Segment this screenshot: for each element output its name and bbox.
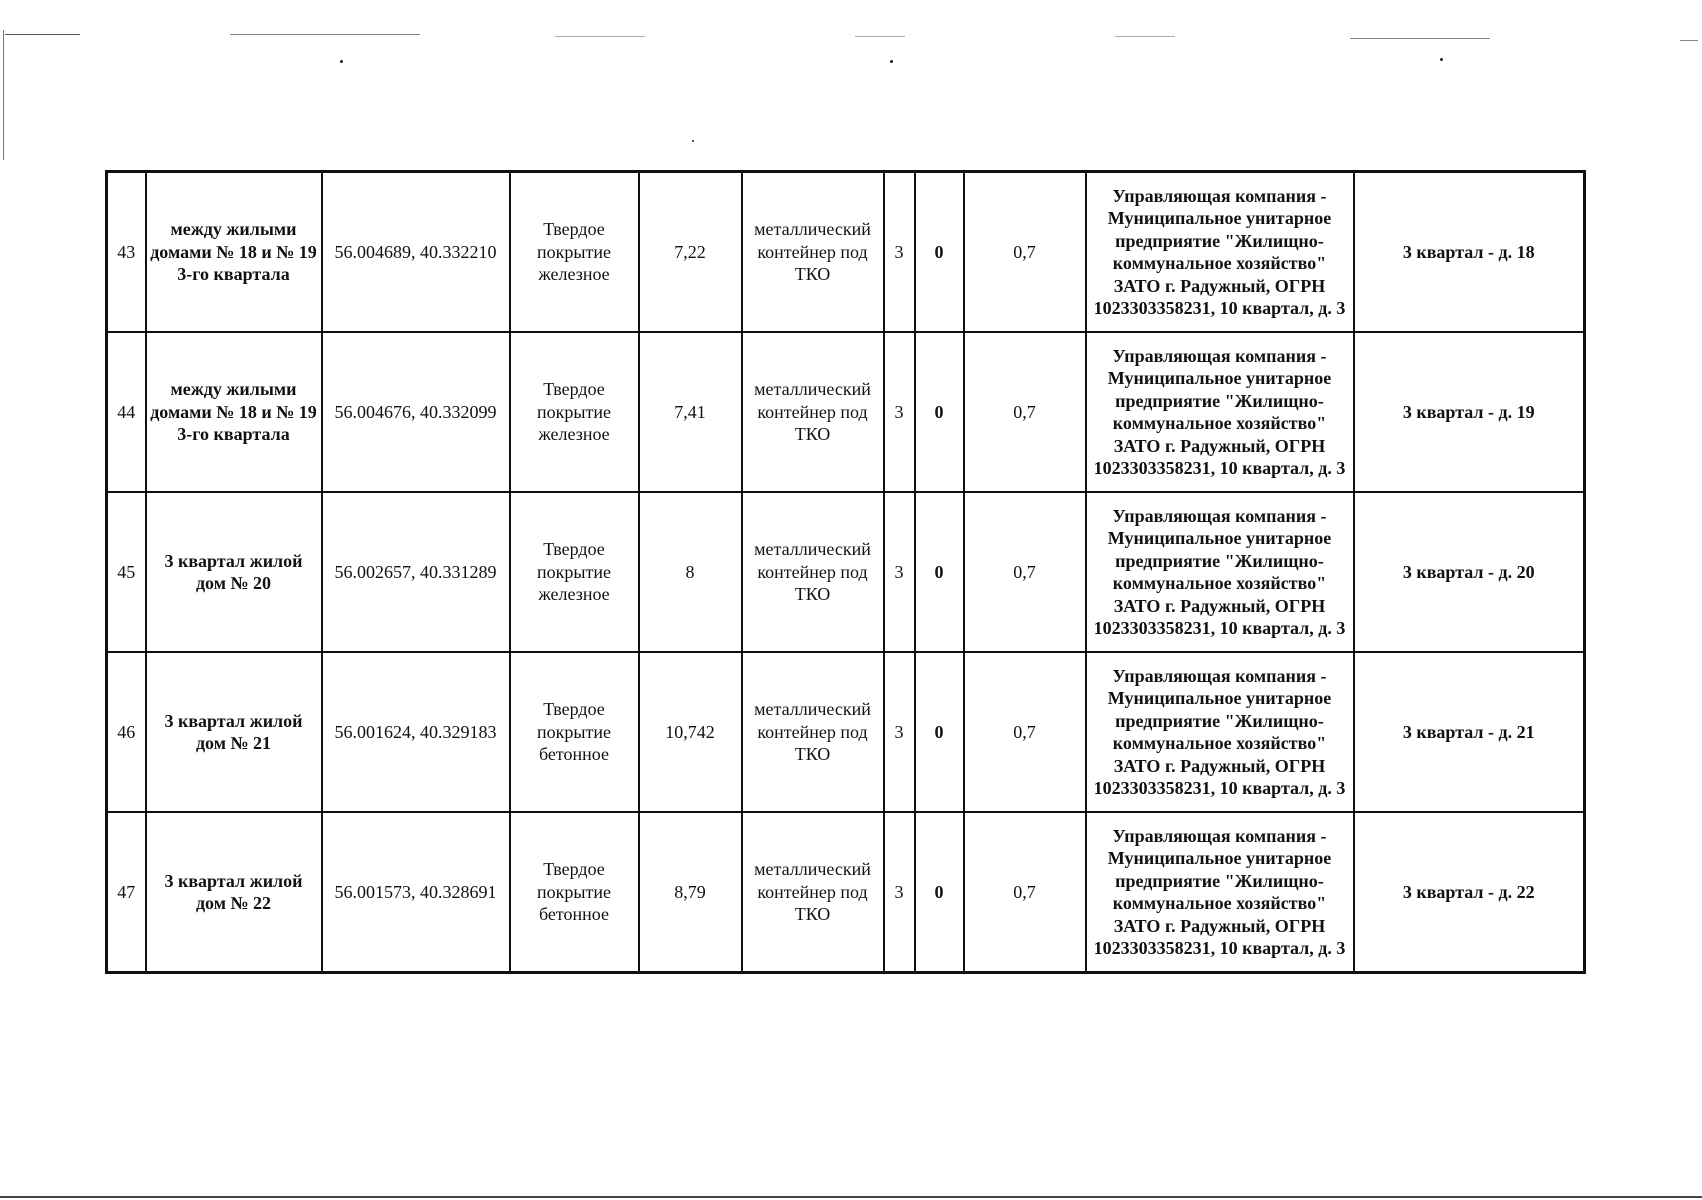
scan-artifact-line	[855, 36, 905, 37]
location-cell: между жилыми домами № 18 и № 19 3-го квартала	[146, 172, 322, 333]
surface-cell: Твердое покрытие железное	[510, 172, 639, 333]
surface-cell: Твердое покрытие железное	[510, 332, 639, 492]
waste-source-cell: 3 квартал - д. 21	[1354, 652, 1585, 812]
area-cell: 7,22	[639, 172, 742, 333]
location-cell: 3 квартал жилой дом № 20	[146, 492, 322, 652]
coordinates-cell: 56.001573, 40.328691	[322, 812, 510, 973]
volume-cell: 0,7	[964, 812, 1086, 973]
container-count-cell: 3	[884, 332, 915, 492]
owner-cell: Управляющая компания - Муниципальное унитарное предприятие "Жилищно-коммунальное хозяйство" ЗАТО г. Радужный, ОГРН 1023303358231, 10 квартал, д. 3	[1086, 652, 1354, 812]
table-row	[107, 812, 1585, 973]
area-cell: 10,742	[639, 652, 742, 812]
container-type-cell: металлический контейнер под ТКО	[742, 652, 884, 812]
row-number-cell: 43	[107, 172, 146, 333]
waste-site-registry-table	[105, 170, 1586, 974]
row-number-cell: 44	[107, 332, 146, 492]
surface-cell: Твердое покрытие бетонное	[510, 652, 639, 812]
scan-artifact-line	[555, 36, 645, 37]
scan-artifact-dot	[692, 140, 694, 142]
location-cell: между жилыми домами № 18 и № 19 3-го квартала	[146, 332, 322, 492]
owner-cell: Управляющая компания - Муниципальное унитарное предприятие "Жилищно-коммунальное хозяйство" ЗАТО г. Радужный, ОГРН 1023303358231, 10 квартал, д. 3	[1086, 172, 1354, 333]
container-type-cell: металлический контейнер под ТКО	[742, 492, 884, 652]
container-type-cell: металлический контейнер под ТКО	[742, 812, 884, 973]
surface-cell: Твердое покрытие бетонное	[510, 812, 639, 973]
location-cell: 3 квартал жилой дом № 21	[146, 652, 322, 812]
waste-source-cell: 3 квартал - д. 20	[1354, 492, 1585, 652]
waste-source-cell: 3 квартал - д. 19	[1354, 332, 1585, 492]
waste-source-cell: 3 квартал - д. 22	[1354, 812, 1585, 973]
extra-count-cell: 0	[915, 652, 964, 812]
scan-artifact-bottom-edge	[0, 1196, 1702, 1198]
owner-cell: Управляющая компания - Муниципальное унитарное предприятие "Жилищно-коммунальное хозяйство" ЗАТО г. Радужный, ОГРН 1023303358231, 10 квартал, д. 3	[1086, 492, 1354, 652]
area-cell: 7,41	[639, 332, 742, 492]
volume-cell: 0,7	[964, 332, 1086, 492]
coordinates-cell: 56.004689, 40.332210	[322, 172, 510, 333]
volume-cell: 0,7	[964, 652, 1086, 812]
container-type-cell: металлический контейнер под ТКО	[742, 172, 884, 333]
table-row	[107, 652, 1585, 812]
scan-artifact-dot	[890, 60, 893, 63]
row-number-cell: 46	[107, 652, 146, 812]
scan-artifact-dot	[1440, 58, 1443, 61]
scan-artifact-line	[1115, 36, 1175, 37]
scan-artifact-line	[1680, 40, 1698, 41]
scan-artifact-line	[1350, 38, 1490, 39]
table-body	[107, 172, 1585, 973]
table-row	[107, 172, 1585, 333]
container-count-cell: 3	[884, 652, 915, 812]
scan-artifact-edge	[3, 30, 4, 160]
coordinates-cell: 56.002657, 40.331289	[322, 492, 510, 652]
coordinates-cell: 56.004676, 40.332099	[322, 332, 510, 492]
extra-count-cell: 0	[915, 172, 964, 333]
extra-count-cell: 0	[915, 812, 964, 973]
coordinates-cell: 56.001624, 40.329183	[322, 652, 510, 812]
waste-source-cell: 3 квартал - д. 18	[1354, 172, 1585, 333]
container-count-cell: 3	[884, 172, 915, 333]
scan-artifact-line	[5, 34, 80, 35]
volume-cell: 0,7	[964, 492, 1086, 652]
area-cell: 8,79	[639, 812, 742, 973]
row-number-cell: 47	[107, 812, 146, 973]
container-count-cell: 3	[884, 812, 915, 973]
area-cell: 8	[639, 492, 742, 652]
scan-artifact-line	[230, 34, 420, 35]
table-row	[107, 332, 1585, 492]
row-number-cell: 45	[107, 492, 146, 652]
table-row	[107, 492, 1585, 652]
container-count-cell: 3	[884, 492, 915, 652]
owner-cell: Управляющая компания - Муниципальное унитарное предприятие "Жилищно-коммунальное хозяйство" ЗАТО г. Радужный, ОГРН 1023303358231, 10 квартал, д. 3	[1086, 332, 1354, 492]
container-type-cell: металлический контейнер под ТКО	[742, 332, 884, 492]
volume-cell: 0,7	[964, 172, 1086, 333]
surface-cell: Твердое покрытие железное	[510, 492, 639, 652]
extra-count-cell: 0	[915, 332, 964, 492]
extra-count-cell: 0	[915, 492, 964, 652]
scan-artifact-dot	[340, 60, 343, 63]
owner-cell: Управляющая компания - Муниципальное унитарное предприятие "Жилищно-коммунальное хозяйство" ЗАТО г. Радужный, ОГРН 1023303358231, 10 квартал, д. 3	[1086, 812, 1354, 973]
location-cell: 3 квартал жилой дом № 22	[146, 812, 322, 973]
